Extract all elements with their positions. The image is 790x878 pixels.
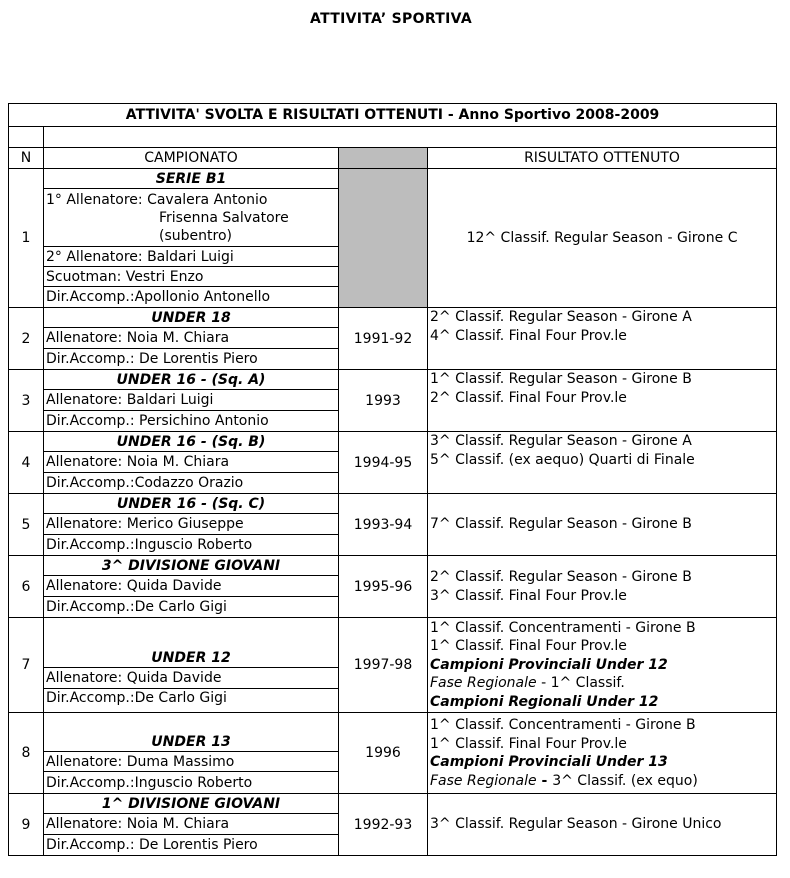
staff-cell: Allenatore: Baldari Luigi (44, 390, 339, 411)
result-line: 3^ Classif. Regular Season - Girone Unico (430, 816, 722, 833)
result-detail: - 1^ Classif. (536, 675, 625, 692)
header-n: N (9, 148, 44, 169)
result-line: 1^ Classif. Final Four Prov.le (430, 735, 627, 752)
staff-cell: Dir.Accomp.: De Lorentis Piero (44, 835, 339, 856)
staff-cell: Allenatore: Duma Massimo (44, 752, 339, 772)
result-cell (428, 432, 777, 494)
header-risultato: RISULTATO OTTENUTO (428, 148, 777, 169)
row-number: 9 (9, 794, 44, 856)
result-line: Campioni Regionali Under 12 (430, 693, 659, 710)
year-cell: 1993-94 (339, 494, 428, 556)
result-detail: 3^ Classif. (ex equo) (552, 772, 698, 789)
result-line: 1^ Classif. Concentramenti - Girone B (430, 619, 696, 636)
staff-cell: Dir.Accomp.:Inguscio Roberto (44, 772, 339, 794)
staff-cell: Scuotman: Vestri Enzo (44, 267, 339, 287)
row-number: 4 (9, 432, 44, 494)
staff-cell (44, 189, 339, 247)
staff-line: Frisenna Salvatore (159, 209, 289, 226)
team-name: SERIE B1 (44, 169, 339, 189)
row-number: 2 (9, 308, 44, 370)
team-name: UNDER 12 (44, 618, 339, 668)
staff-cell: 2° Allenatore: Baldari Luigi (44, 247, 339, 267)
result-line (430, 674, 774, 693)
year-cell: 1991-92 (339, 308, 428, 370)
result-phase: Fase Regionale (430, 675, 537, 692)
result-line: 1^ Classif. Final Four Prov.le (430, 638, 627, 655)
result-line: 12^ Classif. Regular Season - Girone C (466, 230, 738, 246)
row-number: 8 (9, 713, 44, 794)
result-cell (428, 494, 777, 556)
year-cell: 1997-98 (339, 618, 428, 713)
year-cell (339, 169, 428, 308)
staff-cell: Allenatore: Merico Giuseppe (44, 514, 339, 535)
spacer-cell (44, 127, 777, 148)
result-line (430, 772, 774, 791)
table-title: ATTIVITA' SVOLTA E RISULTATI OTTENUTI - Anno Sportivo 2008-2009 (9, 104, 777, 127)
team-name: UNDER 16 - (Sq. B) (44, 432, 339, 452)
staff-cell: Dir.Accomp.:Inguscio Roberto (44, 535, 339, 556)
results-table (8, 103, 777, 856)
staff-cell: Dir.Accomp.:De Carlo Gigi (44, 597, 339, 618)
row-number: 5 (9, 494, 44, 556)
result-cell (428, 308, 777, 370)
year-cell: 1993 (339, 370, 428, 432)
row-number: 6 (9, 556, 44, 618)
staff-cell: Allenatore: Noia M. Chiara (44, 328, 339, 349)
result-dash: - (536, 772, 553, 789)
team-name: UNDER 16 - (Sq. C) (44, 494, 339, 514)
result-line: 3^ Classif. Final Four Prov.le (430, 587, 627, 604)
row-number: 1 (9, 169, 44, 308)
result-line: 2^ Classif. Final Four Prov.le (430, 389, 627, 406)
result-cell (428, 794, 777, 856)
result-line: Campioni Provinciali Under 12 (430, 656, 668, 673)
result-cell (428, 169, 777, 308)
staff-cell: Allenatore: Noia M. Chiara (44, 452, 339, 473)
staff-cell: Allenatore: Quida Davide (44, 668, 339, 689)
team-name: 1^ DIVISIONE GIOVANI (44, 794, 339, 814)
result-cell (428, 370, 777, 432)
result-line: 7^ Classif. Regular Season - Girone B (430, 516, 692, 533)
row-number: 3 (9, 370, 44, 432)
year-cell: 1995-96 (339, 556, 428, 618)
staff-cell: Allenatore: Quida Davide (44, 576, 339, 597)
header-campionato: CAMPIONATO (44, 148, 339, 169)
year-cell: 1994-95 (339, 432, 428, 494)
result-line: 3^ Classif. Regular Season - Girone A (430, 433, 692, 449)
staff-cell: Allenatore: Noia M. Chiara (44, 814, 339, 835)
result-line: Campioni Provinciali Under 13 (430, 754, 668, 770)
result-cell (428, 556, 777, 618)
team-name: UNDER 16 - (Sq. A) (44, 370, 339, 390)
staff-cell: Dir.Accomp.:De Carlo Gigi (44, 689, 339, 713)
spacer-cell (9, 127, 44, 148)
result-line: 1^ Classif. Concentramenti - Girone B (430, 717, 696, 733)
staff-line: (subentro) (159, 227, 232, 244)
team-name: UNDER 13 (44, 713, 339, 752)
staff-cell: Dir.Accomp.:Codazzo Orazio (44, 473, 339, 494)
page-title: ATTIVITA’ SPORTIVA (310, 11, 472, 27)
row-number: 7 (9, 618, 44, 713)
result-line: 4^ Classif. Final Four Prov.le (430, 327, 627, 344)
year-cell: 1992-93 (339, 794, 428, 856)
team-name: 3^ DIVISIONE GIOVANI (44, 556, 339, 576)
staff-cell: Dir.Accomp.:Apollonio Antonello (44, 287, 339, 308)
result-line: 1^ Classif. Regular Season - Girone B (430, 371, 692, 387)
result-line: 2^ Classif. Regular Season - Girone A (430, 309, 692, 325)
staff-line: 1° Allenatore: Cavalera Antonio (46, 191, 268, 208)
result-cell (428, 713, 777, 794)
result-phase: Fase Regionale (430, 772, 537, 789)
staff-cell: Dir.Accomp.: De Lorentis Piero (44, 349, 339, 370)
team-name: UNDER 18 (44, 308, 339, 328)
header-anno (339, 148, 428, 169)
result-line: 2^ Classif. Regular Season - Girone B (430, 569, 692, 585)
year-cell: 1996 (339, 713, 428, 794)
result-line: 5^ Classif. (ex aequo) Quarti di Finale (430, 451, 695, 468)
result-cell (428, 618, 777, 713)
staff-cell: Dir.Accomp.: Persichino Antonio (44, 411, 339, 432)
